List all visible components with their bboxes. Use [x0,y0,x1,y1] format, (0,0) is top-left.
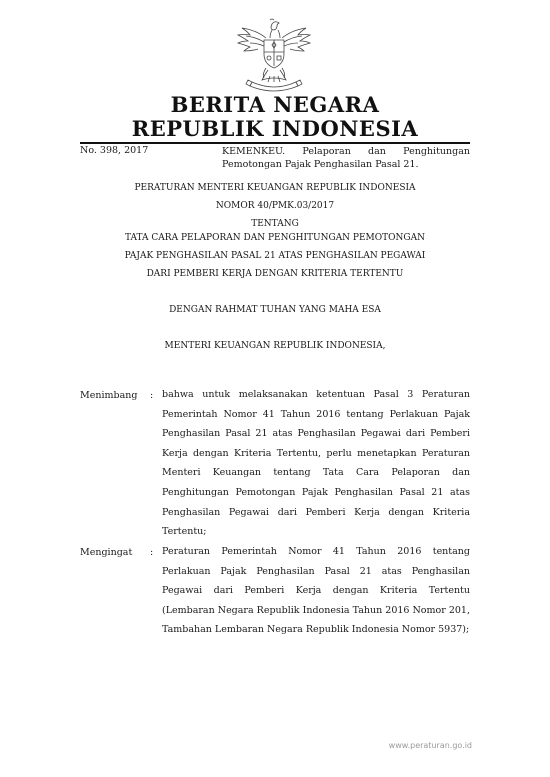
regulation-issuer: PERATURAN MENTERI KEUANGAN REPUBLIK INDONESIA [134,183,416,193]
menimbang-label: Menimbang [80,390,138,401]
footer-website: www.peraturan.go.id [388,741,472,750]
regulation-subject-line2: PAJAK PENGHASILAN PASAL 21 ATAS PENGHASILAN PEGAWAI [124,251,426,261]
gazette-title-line2: REPUBLIK INDONESIA [131,116,419,141]
regulation-subject-line3: DARI PEMBERI KERJA DENGAN KRITERIA TERTENTU [146,269,404,279]
regulation-about: TENTANG [251,219,299,229]
mengingat-label: Mengingat [80,547,133,558]
menimbang-text: bahwa untuk melaksanakan ketentuan Pasal 3 Peraturan Pemerintah Nomor 41 Tahun 2016 tentang Perlakuan Pajak Penghasilan Pasal 21 atas Penghasilan Pegawai dari Pemberi Kerja dengan Kriteria Tertentu, perlu menetapkan Peraturan Menteri Keuangan tentang Tata Cara Pelaporan dan Penghitungan Pemotongan Pajak Penghasilan Pasal 21 atas Penghasilan Pegawai dari Pemberi Kerja dengan Kriteria Tertentu; [162,389,470,538]
menimbang-colon: : [150,390,154,401]
mengingat-colon: : [150,547,154,558]
header-divider [80,142,470,144]
gazette-topic: KEMENKEU. Pelaporan dan Penghitungan Pemotongan Pajak Penghasilan Pasal 21. [222,146,470,170]
garuda-emblem-icon [228,18,320,98]
gazette-number: No. 398, 2017 [80,145,149,156]
mengingat-text: Peraturan Pemerintah Nomor 41 Tahun 2016 tentang Perlakuan Pajak Penghasilan Pasal 21 atas Penghasilan Pegawai dari Pemberi Kerja dengan Kriteria Tertentu (Lembaran Negara Republik Indonesia Tahun 2016 Nomor 201, Tambahan Lembaran Negara Republik Indonesia Nomor 5937); [162,546,470,636]
gazette-title-line1: BERITA NEGARA [170,92,380,117]
minister-line: MENTERI KEUANGAN REPUBLIK INDONESIA, [164,341,386,351]
blessing-line: DENGAN RAHMAT TUHAN YANG MAHA ESA [169,305,381,315]
regulation-subject-line1: TATA CARA PELAPORAN DAN PENGHITUNGAN PEMOTONGAN [125,233,425,243]
regulation-number: NOMOR 40/PMK.03/2017 [215,201,335,211]
